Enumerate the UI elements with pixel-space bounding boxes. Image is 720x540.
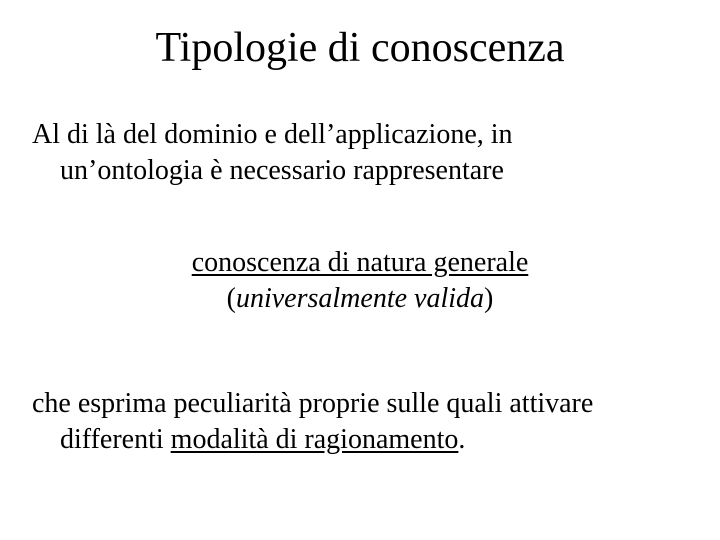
open-paren: ( [226, 283, 236, 314]
reasoning-modes-term: modalità di ragionamento [170, 424, 459, 455]
reasoning-line-1: che esprima peculiarità proprie sulle quali attivare [32, 388, 594, 419]
general-knowledge-term: conoscenza di natura generale [191, 247, 529, 278]
slide-title: Tipologie di conoscenza [155, 25, 565, 71]
general-knowledge-paragraph [0, 245, 720, 317]
close-paren: ) [484, 283, 494, 314]
intro-line-2: un’ontologia è necessario rappresentare [60, 155, 504, 186]
intro-paragraph [32, 117, 720, 189]
reasoning-line-2-suffix: . [458, 424, 466, 455]
reasoning-line-2-prefix: differenti [60, 424, 171, 455]
reasoning-paragraph [32, 386, 720, 458]
universally-valid-text: universalmente valida [235, 283, 485, 314]
intro-line-1: Al di là del dominio e dell’applicazione, in [32, 119, 513, 150]
